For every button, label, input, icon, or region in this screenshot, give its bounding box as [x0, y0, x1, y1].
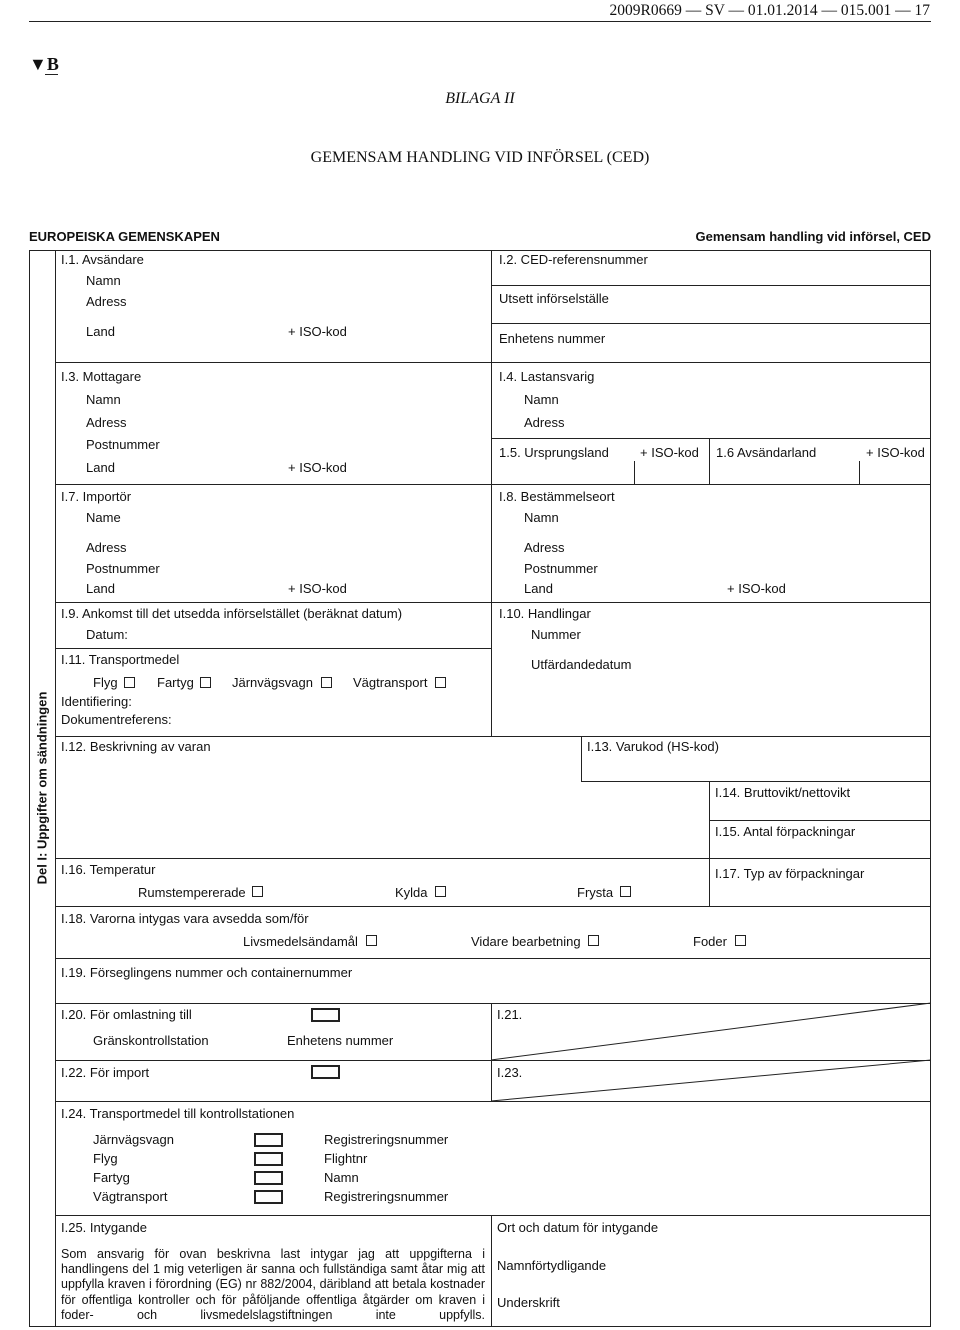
field-i3-label: I.3. Mottagare: [61, 369, 142, 384]
i24-id-rail: Registreringsnummer: [324, 1132, 449, 1147]
sidebar-label: Del I: Uppgifter om sändningen: [34, 691, 50, 885]
field-i1-address: Adress: [86, 294, 127, 309]
field-i10-number: Nummer: [531, 627, 581, 642]
field-i11-identification: Identifiering:: [61, 694, 132, 709]
transport-rail-label: Järnvägsvagn: [232, 675, 313, 690]
field-i14-label: I.14. Bruttovikt/nettovikt: [715, 785, 851, 800]
field-i11-doc-ref: Dokumentreferens:: [61, 712, 172, 727]
field-i7-address: Adress: [86, 540, 127, 555]
field-i9-date: Datum:: [86, 627, 128, 642]
purpose-food-label: Livsmedelsändamål: [243, 934, 358, 949]
field-i20-bip: Gränskontrollstation: [93, 1033, 209, 1048]
transport-road-checkbox[interactable]: [435, 677, 446, 688]
field-i22-label: I.22. För import: [61, 1065, 150, 1080]
transport-air-checkbox[interactable]: [124, 677, 135, 688]
field-i2-label: I.2. CED-referensnummer: [499, 252, 648, 267]
field-i25-place-date: Ort och datum för intygande: [497, 1220, 659, 1235]
i24-mode-rail: Järnvägsvagn: [93, 1132, 174, 1147]
i24-id-road: Registreringsnummer: [324, 1189, 449, 1204]
field-i11-label: I.11. Transportmedel: [61, 652, 180, 667]
field-i7-iso: + ISO-kod: [288, 581, 347, 596]
field-i19-label: I.19. Förseglingens nummer och containernummer: [61, 965, 353, 980]
field-i8-postcode: Postnummer: [524, 561, 598, 576]
field-i15-label: I.15. Antal förpackningar: [715, 824, 856, 839]
field-i12-label: I.12. Beskrivning av varan: [61, 739, 211, 754]
temp-frozen-checkbox[interactable]: [620, 886, 631, 897]
transport-ship-label: Fartyg: [157, 675, 194, 690]
field-i23-label: I.23.: [497, 1065, 523, 1080]
transport-ship-checkbox[interactable]: [200, 677, 211, 688]
field-i1-name: Namn: [86, 273, 121, 288]
i24-mode-ship: Fartyg: [93, 1170, 130, 1185]
field-i6-iso: + ISO-kod: [866, 445, 925, 460]
field-i10-issue-date: Utfärdandedatum: [531, 657, 632, 672]
field-i25-signature: Underskrift: [497, 1295, 560, 1310]
transport-air-label: Flyg: [93, 675, 118, 690]
field-i8-address: Adress: [524, 540, 565, 555]
field-i21-label: I.21.: [497, 1007, 523, 1022]
field-i2-entry-point: Utsett införselställe: [499, 291, 609, 306]
field-i20-unit-number: Enhetens nummer: [287, 1033, 394, 1048]
field-i9-label: I.9. Ankomst till det utsedda införselstället (beräknat datum): [61, 606, 403, 621]
document-reference: 2009R0669 — SV — 01.01.2014 — 015.001 — 17: [609, 2, 930, 19]
field-i1-country: Land: [86, 324, 115, 339]
field-i25-label: I.25. Intygande: [61, 1220, 148, 1235]
field-i8-label: I.8. Bestämmelseort: [499, 489, 615, 504]
field-i3-iso: + ISO-kod: [288, 460, 347, 475]
i24-rail-checkbox[interactable]: [254, 1133, 283, 1147]
field-i16-label: I.16. Temperatur: [61, 862, 156, 877]
temp-ambient-label: Rumstempererade: [138, 885, 246, 900]
field-i5-label: 1.5. Ursprungsland: [499, 445, 609, 460]
form-right-title: Gemensam handling vid införsel, CED: [695, 229, 931, 244]
document-title: GEMENSAM HANDLING VID INFÖRSEL (CED): [310, 149, 650, 166]
purpose-processing-label: Vidare bearbetning: [471, 934, 581, 949]
i24-id-air: Flightnr: [324, 1151, 368, 1166]
transshipment-checkbox[interactable]: [311, 1008, 340, 1022]
field-i7-country: Land: [86, 581, 115, 596]
field-i4-label: I.4. Lastansvarig: [499, 369, 595, 384]
field-i1-iso: + ISO-kod: [288, 324, 347, 339]
amendment-marker: ▼B: [29, 54, 59, 74]
temp-chilled-label: Kylda: [395, 885, 428, 900]
field-i18-label: I.18. Varorna intygas vara avsedda som/för: [61, 911, 309, 926]
declaration-text: Som ansvarig för ovan beskrivna last intygar jag att uppgifterna i handlingens del 1 mig veterligen är sanna och fullständiga samt åtar mig att uppfylla kraven i förordning (EG) nr 882/2004, däribland att betala kostnader för offentliga kontroller och för påföljande offentliga åtgärder om kraven i foder- och livsmedelslagstiftningen inte uppfylls.: [61, 1247, 485, 1322]
i24-ship-checkbox[interactable]: [254, 1171, 283, 1185]
temp-ambient-checkbox[interactable]: [252, 886, 263, 897]
field-i20-label: I.20. För omlastning till: [61, 1007, 192, 1022]
purpose-feed-checkbox[interactable]: [735, 935, 746, 946]
field-i8-iso: + ISO-kod: [727, 581, 786, 596]
field-i7-name: Name: [86, 510, 121, 525]
i24-mode-road: Vägtransport: [93, 1189, 168, 1204]
field-i17-label: I.17. Typ av förpackningar: [715, 866, 865, 881]
field-i13-label: I.13. Varukod (HS-kod): [587, 739, 719, 754]
i24-road-checkbox[interactable]: [254, 1190, 283, 1204]
temp-frozen-label: Frysta: [577, 885, 614, 900]
field-i6-label: 1.6 Avsändarland: [716, 445, 817, 460]
temp-chilled-checkbox[interactable]: [435, 886, 446, 897]
import-checkbox[interactable]: [311, 1065, 340, 1079]
field-i3-address: Adress: [86, 415, 127, 430]
field-i24-label: I.24. Transportmedel till kontrollstationen: [61, 1106, 295, 1121]
field-i4-name: Namn: [524, 392, 559, 407]
purpose-processing-checkbox[interactable]: [588, 935, 599, 946]
field-i10-label: I.10. Handlingar: [499, 606, 591, 621]
purpose-feed-label: Foder: [693, 934, 727, 949]
form-left-title: EUROPEISKA GEMENSKAPEN: [29, 229, 220, 244]
field-i8-name: Namn: [524, 510, 559, 525]
i24-mode-air: Flyg: [93, 1151, 118, 1166]
field-i3-name: Namn: [86, 392, 121, 407]
transport-rail-checkbox[interactable]: [321, 677, 332, 688]
field-i5-iso: + ISO-kod: [640, 445, 699, 460]
field-i2-unit-number: Enhetens nummer: [499, 331, 606, 346]
field-i3-country: Land: [86, 460, 115, 475]
field-i7-label: I.7. Importör: [61, 489, 132, 504]
field-i7-postcode: Postnummer: [86, 561, 160, 576]
field-i4-address: Adress: [524, 415, 565, 430]
transport-road-label: Vägtransport: [353, 675, 428, 690]
field-i25-name-clarification: Namnförtydligande: [497, 1258, 607, 1273]
purpose-food-checkbox[interactable]: [366, 935, 377, 946]
i24-id-ship: Namn: [324, 1170, 359, 1185]
field-i8-country: Land: [524, 581, 553, 596]
field-i1-label: I.1. Avsändare: [61, 252, 144, 267]
annex-title: BILAGA II: [445, 90, 515, 107]
i24-air-checkbox[interactable]: [254, 1152, 283, 1166]
field-i3-postcode: Postnummer: [86, 437, 160, 452]
